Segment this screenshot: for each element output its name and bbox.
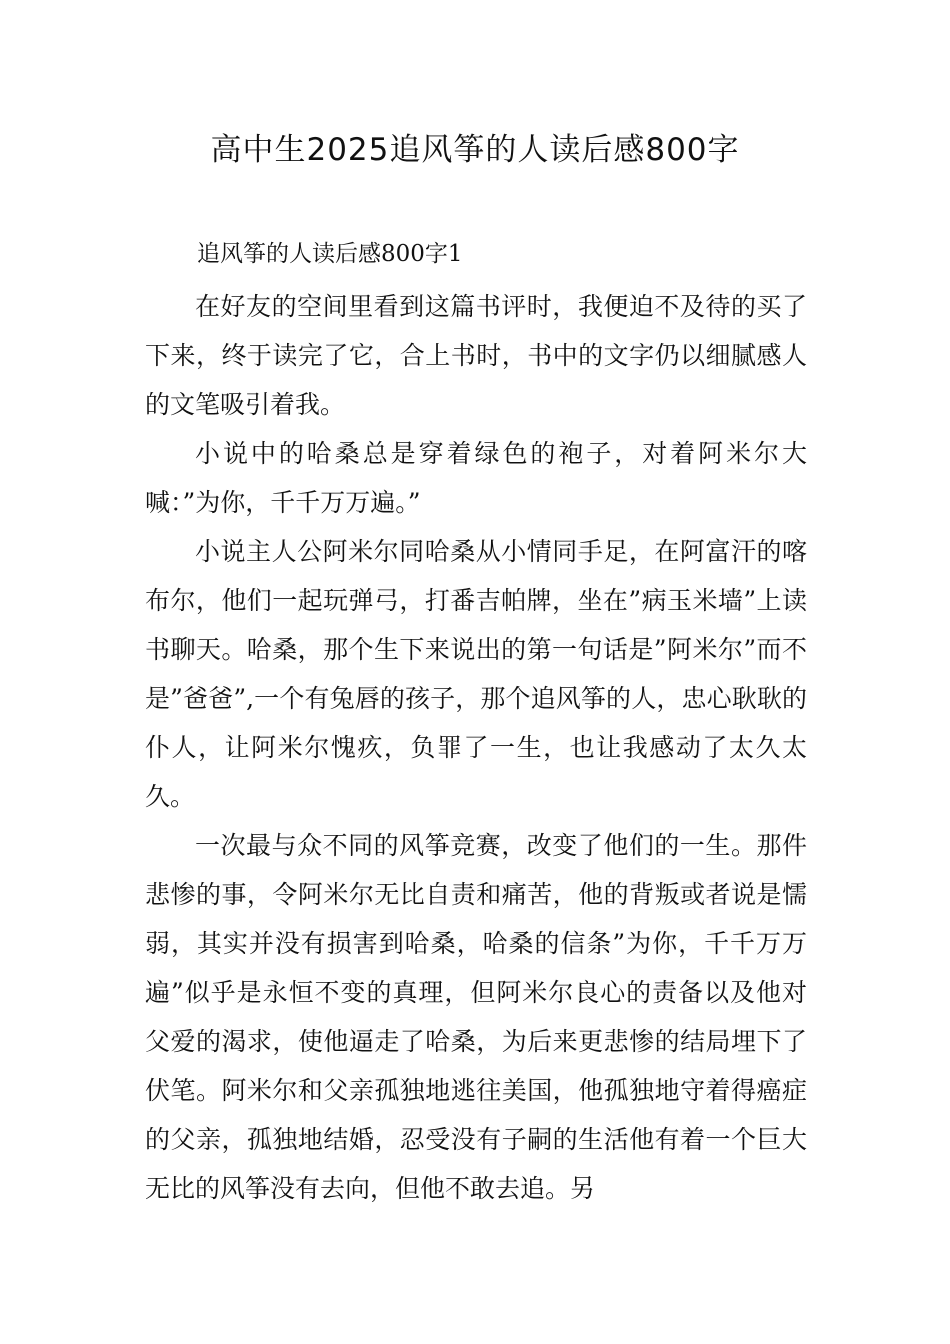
section-heading: 追风筝的人读后感800字1 bbox=[197, 241, 463, 267]
paragraph-3: 小说主人公阿米尔同哈桑从小情同手足，在阿富汗的喀布尔，他们一起玩弹弓，打番吉帕牌，坐在”病玉米墙”上读书聊天。哈桑，那个生下来说出的第一句话是”阿米尔”而不是”爸爸”,一个有兔唇的孩子，那个追风筝的人，忠心耿耿的仆人，让阿米尔愧疚，负罪了一生，也让我感动了太久太久。 bbox=[145, 537, 807, 811]
paragraph-1: 在好友的空间里看到这篇书评时，我便迫不及待的买了下来，终于读完了它，合上书时，书中的文字仍以细腻感人的文笔吸引着我。 bbox=[145, 292, 807, 419]
document-title: 高中生2025追风筝的人读后感800字 bbox=[210, 132, 740, 168]
paragraph-2: 小说中的哈桑总是穿着绿色的袍子，对着阿米尔大喊：”为你，千千万万遍。” bbox=[145, 439, 807, 517]
paragraph-4: 一次最与众不同的风筝竞赛，改变了他们的一生。那件悲惨的事，令阿米尔无比自责和痛苦，他的背叛或者说是懦弱，其实并没有损害到哈桑，哈桑的信条”为你，千千万万遍”似乎是永恒不变的真理，但阿米尔良心的责备以及他对父爱的渴求，使他逼走了哈桑，为后来更悲惨的结局埋下了伏笔。阿米尔和父亲孤独地逃往美国，他孤独地守着得癌症的父亲，孤独地结婚，忍受没有子嗣的生活他有着一个巨大无比的风筝没有去向，但他不敢去追。另 bbox=[145, 831, 807, 1203]
document-body bbox=[145, 230, 807, 1213]
